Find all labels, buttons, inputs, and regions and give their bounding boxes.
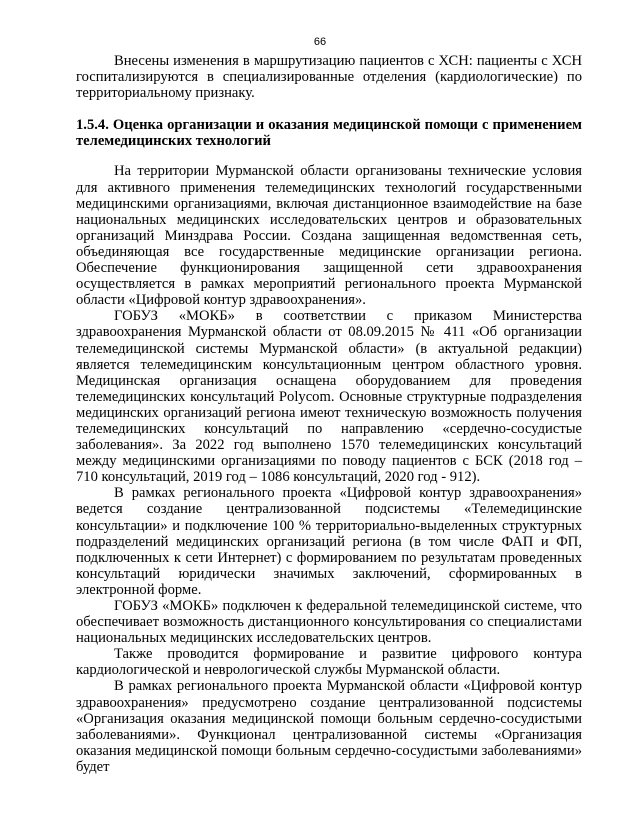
paragraph-4: ГОБУЗ «МОКБ» подключен к федеральной телемедицинской системе, что обеспечивает возможность дистанционного консультирования со специалистами национальных медицинских исследовательских центров.: [76, 598, 582, 647]
section-heading: 1.5.4. Оценка организации и оказания медицинской помощи с применением телемедицинских технологий: [76, 117, 582, 150]
paragraph-5: Также проводится формирование и развитие цифрового контура кардиологической и неврологической службы Мурманской области.: [76, 646, 582, 679]
paragraph-3: В рамках регионального проекта «Цифровой контур здравоохранения» ведется создание централизованной подсистемы «Телемедицинские консультации» и подключение 100 % территориально-выделенных структурных подразделений медицинских организаций региона (в том числе ФАП и ФП, подключенных к сети Интернет) с формированием по результатам проведенных консультаций юридически значимых заключений, сформированных в электронной форме.: [76, 485, 582, 598]
page-number: 66: [313, 36, 327, 48]
paragraph-2: ГОБУЗ «МОКБ» в соответствии с приказом Министерства здравоохранения Мурманской области от 08.09.2015 № 411 «Об организации телемедицинской системы Мурманской области» (в актуальной редакции) является телемедицинским консультационным центром областного уровня. Медицинская организация оснащена оборудованием для проведения телемедицинских консультаций Polycom. Основные структурные подразделения медицинских организаций региона имеют техническую возможность получения телемедицинских консультаций по направлению «сердечно-сосудистые заболевания». За 2022 год выполнено 1570 телемедицинских консультаций между медицинскими организациями по поводу пациентов с БСК (2018 год – 710 консультаций, 2019 год – 1086 консультаций, 2020 год - 912).: [76, 308, 582, 486]
paragraph-6: В рамках регионального проекта Мурманской области «Цифровой контур здравоохранения» предусмотрено создание централизованной подсистемы «Организация оказания медицинской помощи больным сердечно-сосудистыми заболеваниями». Функционал централизованной системы «Организация оказания медицинской помощи больным сердечно-сосудистыми заболеваниями» будет: [76, 678, 582, 775]
page-content: [76, 53, 582, 775]
intro-paragraph: Внесены изменения в маршрутизацию пациентов с ХСН: пациенты с ХСН госпитализируются в специализированные отделения (кардиологические) по территориальному признаку.: [76, 53, 582, 102]
paragraph-1: На территории Мурманской области организованы технические условия для активного применения телемедицинских технологий государственными медицинскими организациями, включая дистанционное взаимодействие на базе национальных медицинских исследовательских центров и образовательных организаций Минздрава России. Создана защищенная ведомственная сеть, объединяющая все государственные медицинские организации региона. Обеспечение функционирования защищенной сети здравоохранения осуществляется в рамках мероприятий регионального проекта Мурманской области «Цифровой контур здравоохранения».: [76, 163, 582, 309]
